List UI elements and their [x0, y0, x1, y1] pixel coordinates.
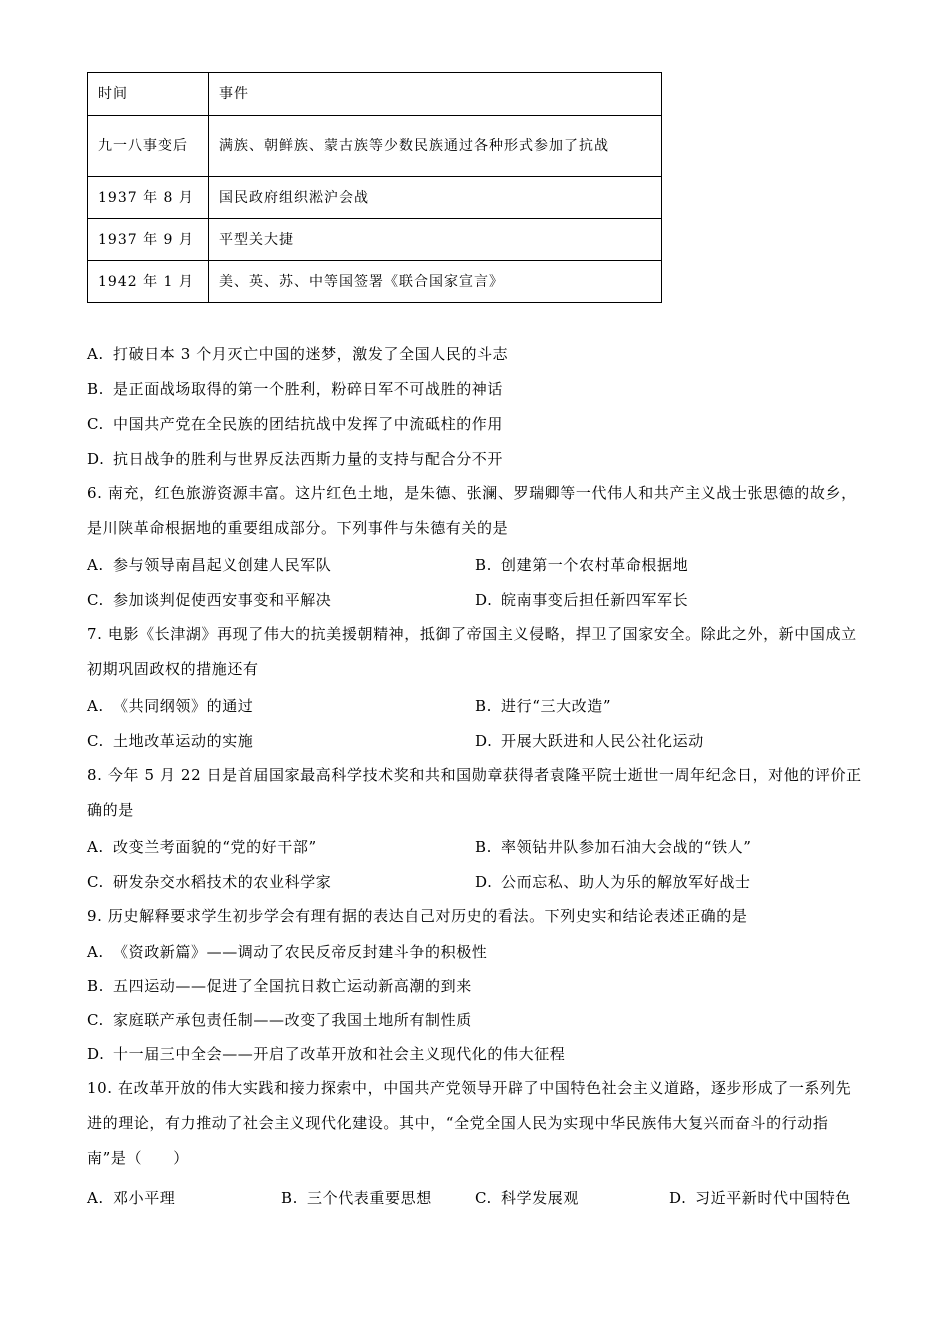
option-text: 家庭联产承包责任制——改变了我国土地所有制性质: [113, 1011, 472, 1029]
q5-option-d: [87, 449, 503, 469]
option-label: A.: [87, 697, 104, 715]
option-label: D.: [669, 1189, 687, 1207]
table-row: [88, 261, 662, 303]
q10-option-d: [669, 1188, 851, 1208]
option-label: C.: [475, 1189, 492, 1207]
q5-option-a: [87, 344, 508, 364]
q9-option-b: [87, 976, 472, 996]
q5-option-b: [87, 379, 503, 399]
q10-option-b: [281, 1188, 432, 1208]
option-text: 参与领导南昌起义创建人民军队: [113, 556, 332, 574]
table-row: [88, 116, 662, 177]
q8-option-b: [475, 837, 752, 857]
q8-option-d: [475, 872, 751, 892]
q6-option-c: [87, 590, 331, 610]
option-label: C.: [87, 732, 104, 750]
option-text: 中国共产党在全民族的团结抗战中发挥了中流砥柱的作用: [113, 415, 504, 433]
option-label: C.: [87, 415, 104, 433]
events-table: [87, 72, 662, 303]
q6-stem: 6. 南充，红色旅游资源丰富。这片红色土地，是朱德、张澜、罗瑞卿等一代伟人和共产主义战士张思德的故乡，是川陕革命根据地的重要组成部分。下列事件与朱德有关的是: [87, 484, 857, 537]
option-text: 邓小平理: [113, 1189, 176, 1207]
option-text: 皖南事变后担任新四军军长: [501, 591, 689, 609]
option-label: B.: [281, 1189, 298, 1207]
option-label: A.: [87, 1189, 104, 1207]
option-label: D.: [475, 873, 493, 891]
q7-option-d: [475, 731, 704, 751]
table-cell-event: 国民政府组织淞沪会战: [209, 177, 662, 219]
option-text: 十一届三中全会——开启了改革开放和社会主义现代化的伟大征程: [113, 1045, 566, 1063]
q8-option-c: [87, 872, 331, 892]
table-header-time: 时间: [88, 73, 209, 116]
option-label: D.: [475, 591, 493, 609]
table-cell-event: 美、英、苏、中等国签署《联合国家宣言》: [209, 261, 662, 303]
option-text: 率领钻井队参加石油大会战的“铁人”: [501, 838, 752, 856]
table-row: [88, 177, 662, 219]
option-label: D.: [87, 1045, 105, 1063]
option-label: B.: [87, 977, 104, 995]
option-text: 习近平新时代中国特色: [695, 1189, 852, 1207]
table-cell-event: 平型关大捷: [209, 219, 662, 261]
table-cell-event: 满族、朝鲜族、蒙古族等少数民族通过各种形式参加了抗战: [209, 116, 662, 177]
option-label: B.: [475, 697, 492, 715]
q6-option-b: [475, 555, 688, 575]
q9-stem: 9. 历史解释要求学生初步学会有理有据的表达自己对历史的看法。下列史实和结论表述正确的是: [87, 907, 748, 925]
option-text: 研发杂交水稻技术的农业科学家: [113, 873, 332, 891]
option-label: A.: [87, 943, 104, 961]
option-label: A.: [87, 345, 104, 363]
q9-option-a: [87, 942, 487, 962]
q6-option-a: [87, 555, 331, 575]
q9-option-d: [87, 1044, 565, 1064]
q7-option-b: [475, 696, 611, 716]
option-label: A.: [87, 838, 104, 856]
q8-stem: 8. 今年 5 月 22 日是首届国家最高科学技术奖和共和国勋章获得者袁隆平院士逝世一周年纪念日，对他的评价正确的是: [87, 766, 862, 819]
table-cell-time: 1942 年 1 月: [88, 261, 209, 303]
option-label: D.: [475, 732, 493, 750]
q10-stem: 10. 在改革开放的伟大实践和接力探索中，中国共产党领导开辟了中国特色社会主义道路，逐步形成了一系列先进的理论，有力推动了社会主义现代化建设。其中，“全党全国人民为实现中华民族伟大复兴而奋斗的行动指南”是（ ）: [87, 1079, 852, 1167]
option-text: 是正面战场取得的第一个胜利，粉碎日军不可战胜的神话: [113, 380, 504, 398]
table-cell-time: 1937 年 8 月: [88, 177, 209, 219]
q7-option-c: [87, 731, 253, 751]
q9-option-c: [87, 1010, 472, 1030]
q10-option-c: [475, 1188, 579, 1208]
q6-option-d: [475, 590, 688, 610]
option-label: B.: [475, 838, 492, 856]
option-text: 《共同纲领》的通过: [113, 697, 254, 715]
option-text: 土地改革运动的实施: [113, 732, 254, 750]
option-label: D.: [87, 450, 105, 468]
table-header-event: 事件: [209, 73, 662, 116]
option-text: 开展大跃进和人民公社化运动: [501, 732, 704, 750]
option-text: 公而忘私、助人为乐的解放军好战士: [501, 873, 751, 891]
option-label: B.: [475, 556, 492, 574]
option-text: 改变兰考面貌的“党的好干部”: [113, 838, 317, 856]
option-text: 创建第一个农村革命根据地: [501, 556, 689, 574]
option-text: 打破日本 3 个月灭亡中国的迷梦，激发了全国人民的斗志: [113, 345, 509, 363]
q5-option-c: [87, 414, 503, 434]
option-text: 进行“三大改造”: [501, 697, 612, 715]
option-text: 三个代表重要思想: [307, 1189, 432, 1207]
option-label: C.: [87, 873, 104, 891]
table-cell-time: 1937 年 9 月: [88, 219, 209, 261]
option-text: 科学发展观: [501, 1189, 580, 1207]
table-row: [88, 219, 662, 261]
option-label: C.: [87, 1011, 104, 1029]
option-label: B.: [87, 380, 104, 398]
q8-option-a: [87, 837, 317, 857]
option-label: A.: [87, 556, 104, 574]
table-header-row: [88, 73, 662, 116]
table-cell-time: 九一八事变后: [88, 116, 209, 177]
q10-option-a: [87, 1188, 175, 1208]
q7-option-a: [87, 696, 253, 716]
option-text: 《资政新篇》——调动了农民反帝反封建斗争的积极性: [113, 943, 488, 961]
q7-stem: 7. 电影《长津湖》再现了伟大的抗美援朝精神，抵御了帝国主义侵略，捍卫了国家安全。除此之外，新中国成立初期巩固政权的措施还有: [87, 625, 857, 678]
option-text: 抗日战争的胜利与世界反法西斯力量的支持与配合分不开: [113, 450, 504, 468]
option-text: 五四运动——促进了全国抗日救亡运动新高潮的到来: [113, 977, 472, 995]
option-text: 参加谈判促使西安事变和平解决: [113, 591, 332, 609]
option-label: C.: [87, 591, 104, 609]
